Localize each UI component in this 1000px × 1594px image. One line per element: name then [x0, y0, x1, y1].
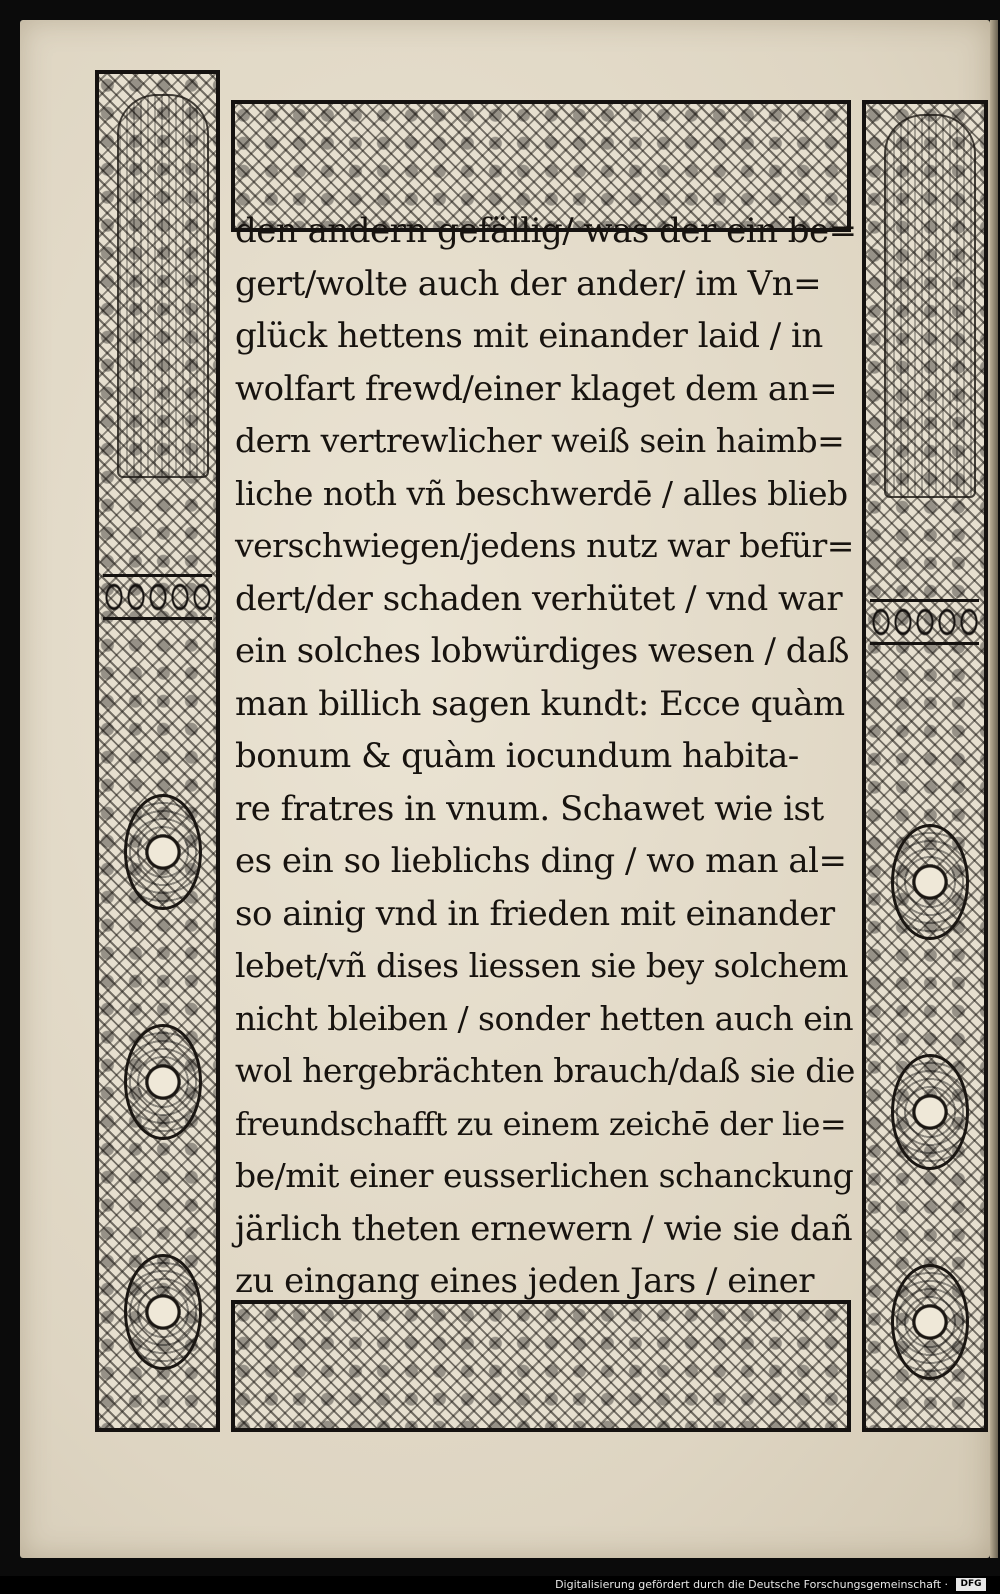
book-page: [20, 20, 990, 1558]
text-line: wol hergebrächten brauch/daß sie die: [235, 1051, 855, 1090]
text-line: gert/wolte auch der ander/ im Vn=: [235, 263, 822, 304]
left-rosette-ornament: [124, 1024, 202, 1140]
left-egg-dart-molding: [103, 574, 212, 620]
text-line: järlich theten ernewern / wie sie dañ: [235, 1208, 853, 1249]
digitization-credit: Digitalisierung gefördert durch die Deutsche Forschungsgemeinschaft ·: [555, 1578, 948, 1591]
left-figure-illustration: [117, 94, 209, 478]
bottom-foliage-border: [231, 1300, 851, 1432]
fraktur-text-block: [235, 205, 855, 1308]
right-figure-illustration: [884, 114, 976, 498]
text-line: lebet/vñ dises liessen sie bey solchem: [235, 946, 849, 985]
text-line: wolfart frewd/einer klaget dem an=: [235, 368, 838, 409]
right-rosette-ornament: [891, 1264, 969, 1380]
text-line: so ainig vnd in frieden mit einander: [235, 893, 835, 934]
text-line: es ein so lieblichs ding / wo man al=: [235, 841, 847, 881]
right-border-column: [862, 100, 988, 1432]
text-line: bonum & quàm iocundum habita-: [235, 736, 799, 776]
page-edge: [990, 20, 998, 1558]
text-line: freundschafft zu einem zeichē der lie=: [235, 1104, 847, 1143]
dfg-logo: DFG: [956, 1578, 986, 1591]
text-line: re fratres in vnum. Schawet wie ist: [235, 788, 824, 829]
left-rosette-ornament: [124, 1254, 202, 1370]
text-line: be/mit einer eusserlichen schanckung: [235, 1156, 854, 1195]
text-line: glück hettens mit einander laid / in: [235, 316, 823, 356]
text-line: verschwiegen/jedens nutz war befür=: [235, 526, 854, 565]
text-line: liche noth vñ beschwerdē / alles blieb: [235, 473, 848, 513]
right-rosette-ornament: [891, 1054, 969, 1170]
right-egg-dart-molding: [870, 599, 979, 645]
text-line: den andern gefällig/ was der ein be=: [235, 211, 857, 251]
left-rosette-ornament: [124, 794, 202, 910]
text-line: dert/der schaden verhütet / vnd war: [235, 578, 843, 619]
text-line: nicht bleiben / sonder hetten auch ein: [235, 998, 854, 1038]
right-rosette-ornament: [891, 824, 969, 940]
text-line: dern vertrewlicher weiß sein haimb=: [235, 421, 845, 460]
left-border-column: [95, 70, 220, 1432]
text-line: zu eingang eines jeden Jars / einer: [235, 1261, 814, 1301]
text-line: ein solches lobwürdiges wesen / daß: [235, 631, 849, 671]
text-line: man billich sagen kundt: Ecce quàm: [235, 683, 845, 724]
